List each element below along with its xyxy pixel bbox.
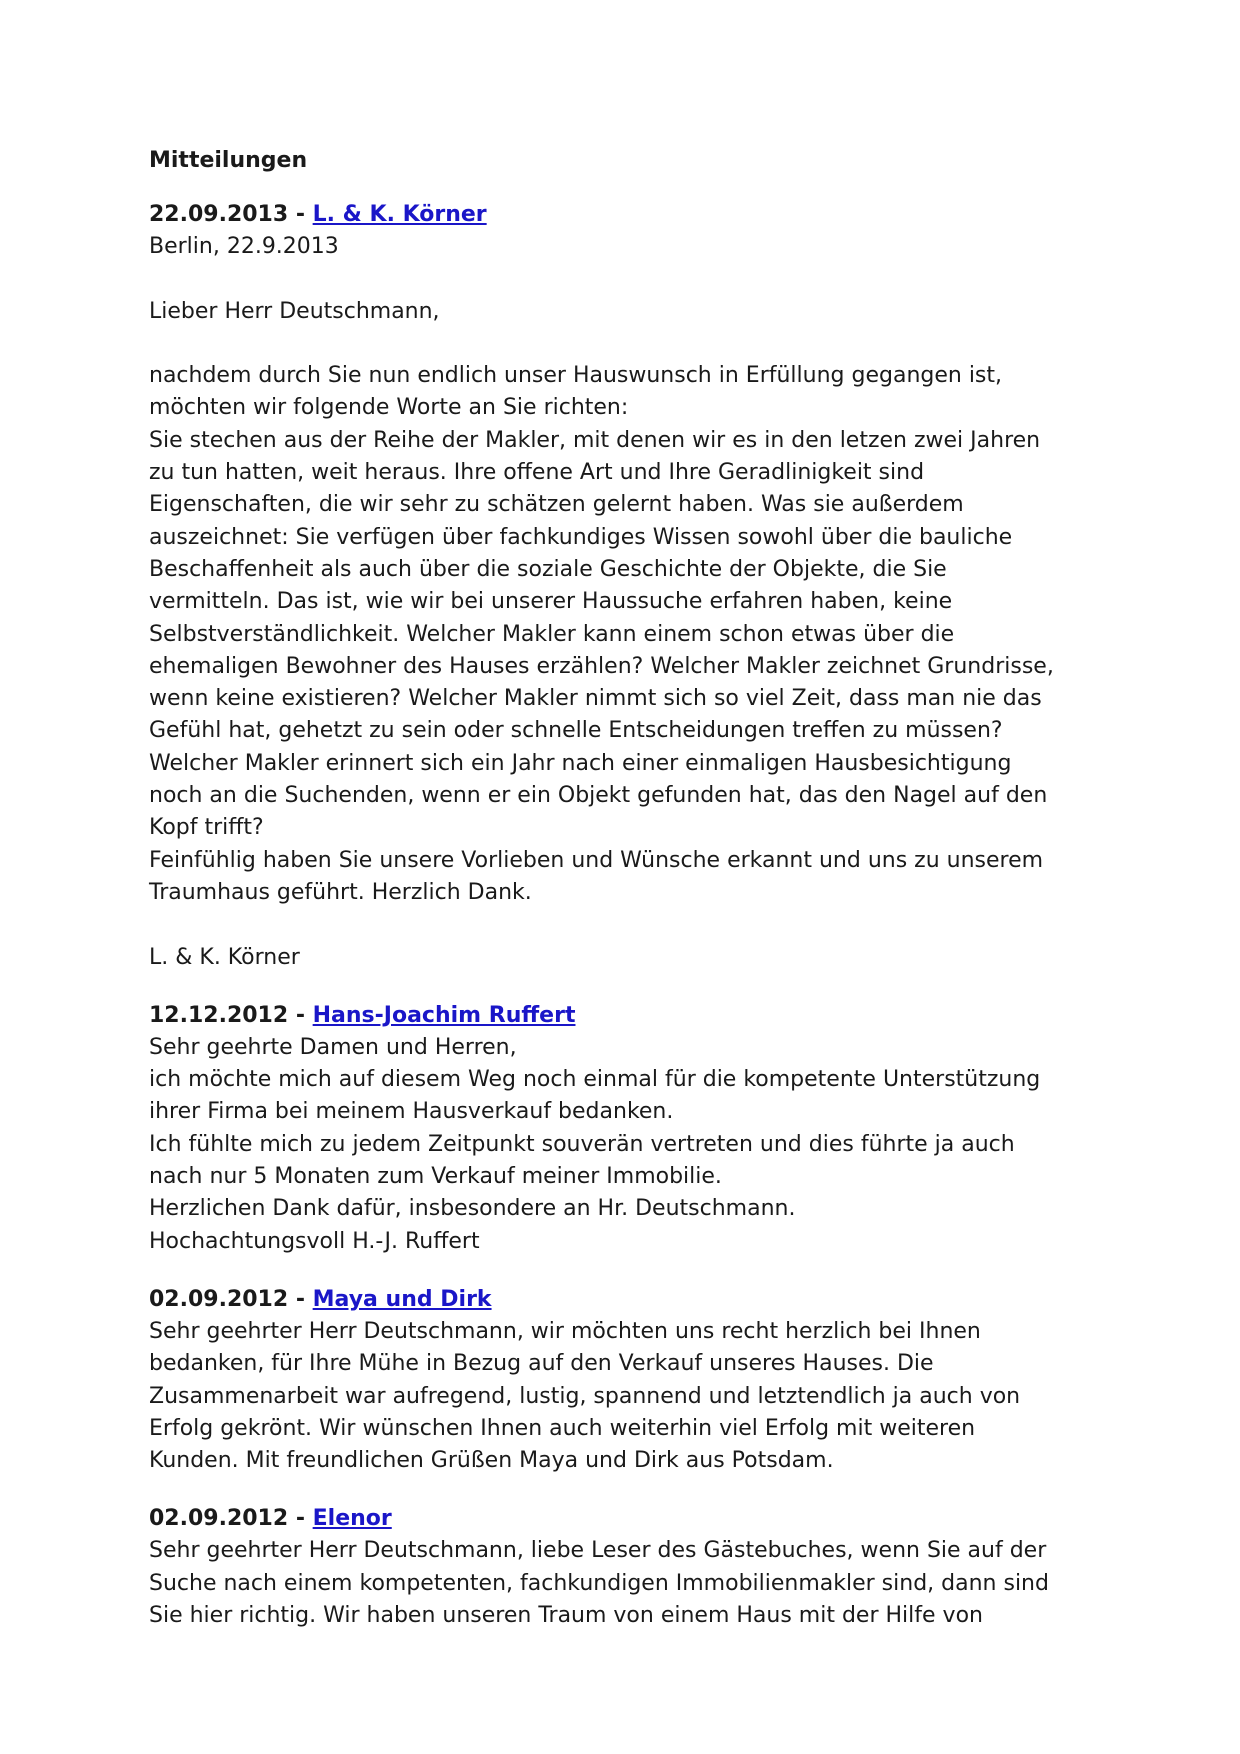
text-line: Feinfühlig haben Sie unsere Vorlieben und Wünsche erkannt und uns zu unserem [149,847,1044,873]
text-line: zu tun hatten, weit heraus. Ihre offene Art und Ihre Geradlinigkeit sind [149,460,925,486]
entry-header [149,199,1109,231]
text-line: Eigenschaften, die wir sehr zu schätzen gelernt haben. Was sie außerdem [149,492,964,518]
blank-line [149,328,1109,360]
text-line: Ich fühlte mich zu jedem Zeitpunkt souverän vertreten und dies führte ja auch [149,1131,1015,1157]
text-line: Kunden. Mit freundlichen Grüßen Maya und Dirk aus Potsdam. [149,1448,834,1474]
text-line: vermitteln. Das ist, wie wir bei unserer Haussuche erfahren haben, keine [149,589,953,615]
blank-line [149,909,1109,941]
entry-header [149,1000,1109,1032]
entry-body [149,231,1109,974]
text-line: L. & K. Körner [149,944,300,970]
text-line: Traumhaus geführt. Herzlich Dank. [149,879,532,905]
entry-body [149,1535,1109,1632]
text-line: wenn keine existieren? Welcher Makler nimmt sich so viel Zeit, dass man nie das [149,686,1042,712]
text-line: bedanken, für Ihre Mühe in Bezug auf den Verkauf unseres Hauses. Die [149,1351,934,1377]
text-line: Welcher Makler erinnert sich ein Jahr nach einer einmaligen Hausbesichtigung [149,750,1012,776]
page-title: Mitteilungen [149,148,308,173]
text-line: Zusammenarbeit war aufregend, lustig, spannend und letztendlich ja auch von [149,1383,1021,1409]
document-page [149,145,1109,1658]
text-line: Hochachtungsvoll H.-J. Ruffert [149,1228,480,1254]
text-line: ehemaligen Bewohner des Hauses erzählen? Welcher Makler zeichnet Grundrisse, [149,653,1054,679]
text-line: Herzlichen Dank dafür, insbesondere an Hr. Deutschmann. [149,1196,796,1222]
entry-date: 02.09.2012 [149,1506,289,1532]
text-line: ihrer Firma bei meinem Hausverkauf bedanken. [149,1099,674,1125]
entry-header [149,1284,1109,1316]
entry-author-link[interactable]: Maya und Dirk [312,1286,492,1312]
blank-line [149,263,1109,295]
text-line: Selbstverständlichkeit. Welcher Makler kann einem schon etwas über die [149,621,955,647]
entry-body [149,1316,1109,1477]
guestbook-entry [149,1503,1109,1632]
entry-separator: - [288,1002,313,1028]
entry-date: 22.09.2013 [149,202,289,227]
text-line: Suche nach einem kompetenten, fachkundigen Immobilienmakler sind, dann sind [149,1570,1049,1596]
text-line: Sehr geehrter Herr Deutschmann, wir möchten uns recht herzlich bei Ihnen [149,1318,981,1344]
text-line: ich möchte mich auf diesem Weg noch einmal für die kompetente Unterstützung [149,1067,1041,1093]
text-line: Beschaffenheit als auch über die soziale Geschichte der Objekte, die Sie [149,556,947,582]
entry-date: 02.09.2012 [149,1286,289,1312]
entry-author-link[interactable]: L. & K. Körner [312,202,487,227]
text-line: Berlin, 22.9.2013 [149,234,339,259]
text-line: noch an die Suchenden, wenn er ein Objekt gefunden hat, das den Nagel auf den [149,783,1048,809]
entry-header [149,1503,1109,1535]
text-line: nach nur 5 Monaten zum Verkauf meiner Immobilie. [149,1164,722,1190]
text-line: Lieber Herr Deutschmann, [149,298,440,324]
entry-body [149,1032,1109,1258]
text-line: Sehr geehrter Herr Deutschmann, liebe Leser des Gästebuches, wenn Sie auf der [149,1538,1047,1564]
text-line: nachdem durch Sie nun endlich unser Hauswunsch in Erfüllung gegangen ist, [149,363,1003,389]
guestbook-entry [149,1000,1109,1258]
text-line: Gefühl hat, gehetzt zu sein oder schnelle Entscheidungen treffen zu müssen? [149,718,1003,744]
text-line: Erfolg gekrönt. Wir wünschen Ihnen auch weiterhin viel Erfolg mit weiteren [149,1415,976,1441]
entry-date: 12.12.2012 [149,1002,289,1028]
text-line: möchten wir folgende Worte an Sie richten: [149,395,629,421]
entry-author-link[interactable]: Elenor [312,1506,392,1532]
guestbook-entry [149,199,1109,974]
text-line: Kopf trifft? [149,815,264,841]
text-line: Sehr geehrte Damen und Herren, [149,1034,517,1060]
entry-separator: - [288,202,313,227]
text-line: auszeichnet: Sie verfügen über fachkundiges Wissen sowohl über die bauliche [149,524,1013,550]
entry-author-link[interactable]: Hans-Joachim Ruffert [312,1002,576,1028]
entry-separator: - [288,1286,313,1312]
entry-separator: - [288,1506,313,1532]
text-line: Sie hier richtig. Wir haben unseren Traum von einem Haus mit der Hilfe von [149,1602,983,1628]
guestbook-entry [149,1284,1109,1477]
text-line: Sie stechen aus der Reihe der Makler, mit denen wir es in den letzen zwei Jahren [149,427,1041,453]
